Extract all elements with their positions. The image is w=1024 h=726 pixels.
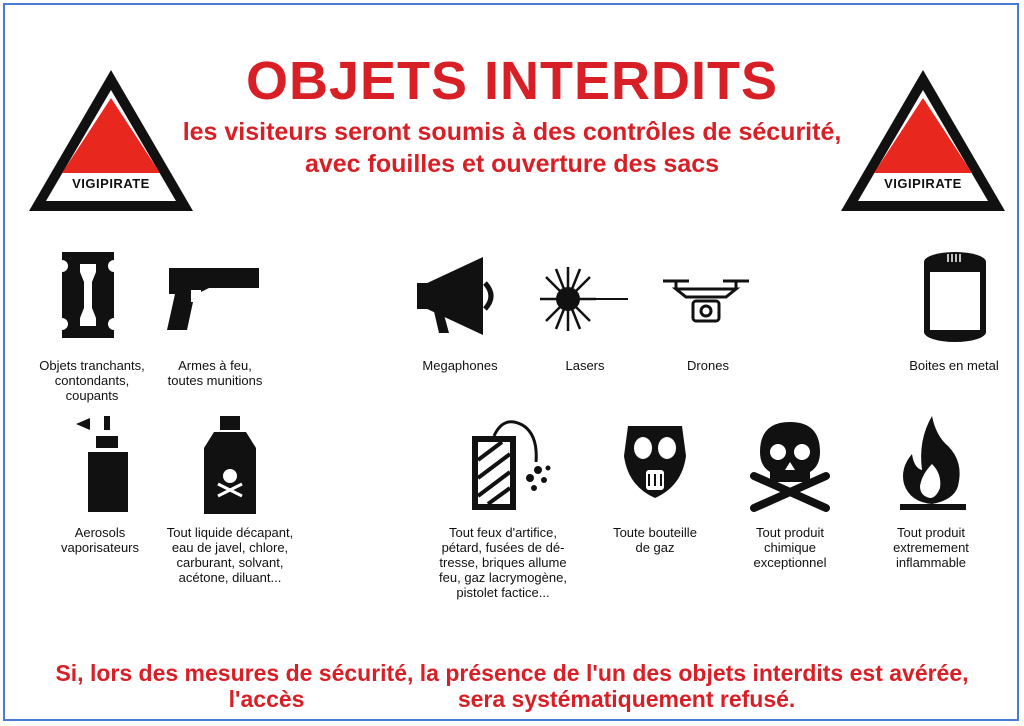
megaphone-icon	[417, 255, 503, 341]
flame-icon	[898, 414, 968, 512]
vigipirate-triangle-icon	[838, 68, 1008, 213]
caption-corrosive-liquids: Tout liquide décapant, eau de javel, chlore, carburant, solvant, acétone, diluant...	[166, 525, 294, 585]
metal-can-icon	[922, 250, 988, 342]
drone-icon	[661, 273, 751, 325]
vigipirate-label: VIGIPIRATE	[884, 176, 962, 191]
laser-icon	[540, 265, 628, 333]
caption-fireworks: Tout feux d'artifice, pétard, fusées de dé- tresse, briques allume feu, gaz lacrymogène, pistolet factice...	[439, 525, 567, 600]
footer-line-1: Si, lors des mesures de sécurité, la présence de l'un des objets interdits est avérée,	[55, 660, 969, 686]
caption-lasers: Lasers	[565, 358, 605, 373]
caption-chemical: Tout produit chimique exceptionnel	[753, 525, 827, 570]
caption-megaphones: Megaphones	[422, 358, 498, 373]
subtitle-line-2: avec fouilles et ouverture des sacs	[304, 150, 720, 178]
aerosol-icon	[76, 414, 132, 514]
caption-aerosols: Aerosols vaporisateurs	[60, 525, 140, 555]
vigipirate-badge-right	[838, 68, 1008, 213]
gas-mask-icon	[622, 418, 688, 500]
footer-line-2: l'accès sera systématiquement refusé.	[228, 686, 796, 712]
gun-icon	[165, 266, 263, 332]
caption-drones: Drones	[687, 358, 729, 373]
firework-icon	[468, 418, 554, 512]
caption-sharp-objects: Objets tranchants, contondants, coupants	[39, 358, 145, 403]
page-title: OBJETS INTERDITS	[245, 51, 779, 111]
subtitle-line-1: les visiteurs seront soumis à des contrôles de sécurité,	[182, 118, 842, 146]
vigipirate-label: VIGIPIRATE	[72, 176, 150, 191]
poison-bottle-icon	[200, 416, 260, 516]
caption-firearms: Armes à feu, toutes munitions	[167, 358, 263, 388]
razor-blade-icon	[52, 252, 124, 338]
vigipirate-badge-left	[26, 68, 196, 213]
vigipirate-triangle-icon	[26, 68, 196, 213]
skull-crossbones-icon	[746, 418, 834, 512]
caption-metal-boxes: Boites en metal	[909, 358, 999, 373]
caption-flammable: Tout produit extremement inflammable	[893, 525, 969, 570]
caption-gas-bottle: Toute bouteille de gaz	[613, 525, 697, 555]
